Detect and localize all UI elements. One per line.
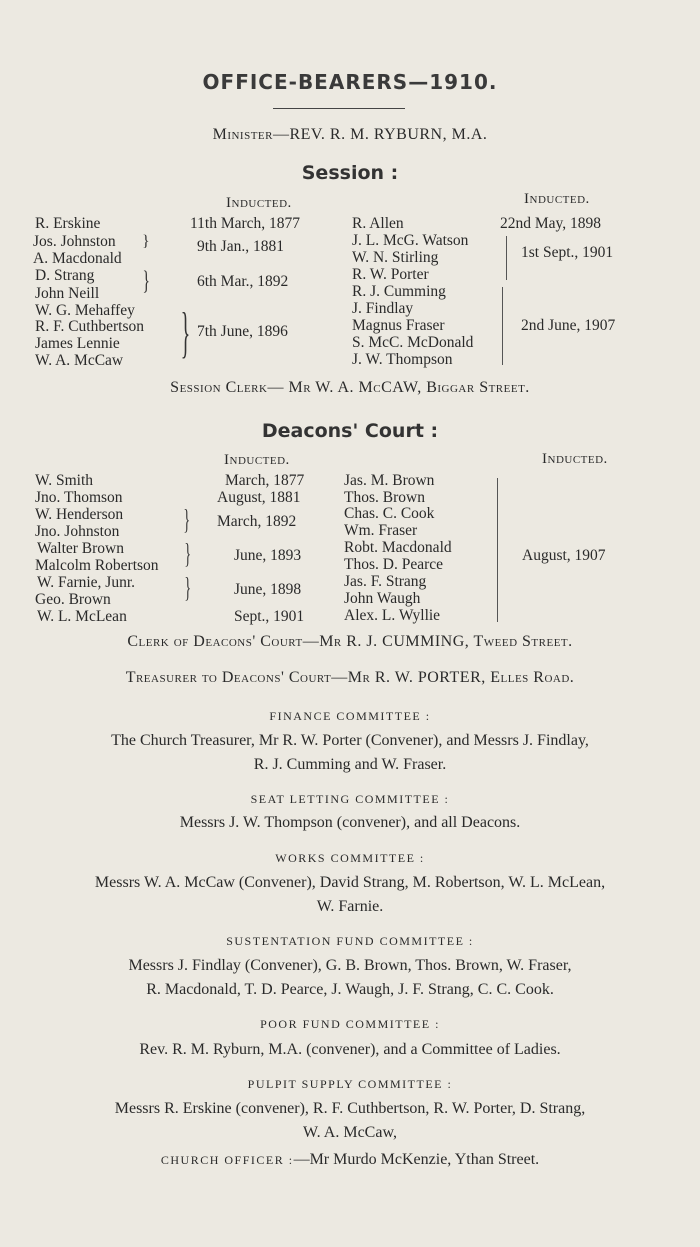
committee-text: W. Farnie. xyxy=(316,898,384,915)
brace-icon: } xyxy=(142,266,150,295)
title-rule xyxy=(273,108,405,109)
deacons-inducted-label-left: Inducted. xyxy=(224,452,290,468)
session-member: R. Erskine xyxy=(35,215,101,232)
committee-heading: WORKS COMMITTEE : xyxy=(275,851,425,865)
brace-line xyxy=(497,478,498,622)
deacon-member: Jno. Thomson xyxy=(35,489,123,506)
session-member: R. Allen xyxy=(352,215,404,232)
brace-icon: } xyxy=(184,539,192,570)
committee-text: The Church Treasurer, Mr R. W. Porter (Convener), and Messrs J. Findlay, xyxy=(111,732,589,749)
church-officer-label: CHURCH OFFICER : xyxy=(160,1153,294,1167)
deacon-date: Sept., 1901 xyxy=(234,608,305,625)
deacon-member: Chas. C. Cook xyxy=(344,505,435,522)
session-member: S. McC. McDonald xyxy=(352,334,474,351)
deacon-member: John Waugh xyxy=(344,590,421,607)
deacons-heading: Deacons' Court : xyxy=(261,420,439,442)
committee-text: R. J. Cumming and W. Fraser. xyxy=(253,756,447,773)
deacon-member: W. Farnie, Junr. xyxy=(37,574,136,591)
brace-line xyxy=(502,287,503,365)
church-officer-value: —Mr Murdo McKenzie, Ythan Street. xyxy=(293,1151,540,1168)
session-inducted-label-left: Inducted. xyxy=(226,195,292,211)
deacons-treasurer: Treasurer to Deacons' Court—Mr R. W. PORTER, Elles Road. xyxy=(125,669,575,686)
brace-icon: } xyxy=(142,233,150,250)
deacon-date: August, 1907 xyxy=(522,547,606,564)
committee-heading: SEAT LETTING COMMITTEE : xyxy=(250,792,450,806)
session-date: 11th March, 1877 xyxy=(190,215,301,232)
committee-text: Messrs R. Erskine (convener), R. F. Cuthbertson, R. W. Porter, D. Strang, xyxy=(114,1100,586,1117)
deacon-member: Geo. Brown xyxy=(35,591,111,608)
session-inducted-label-right: Inducted. xyxy=(524,191,590,207)
deacon-member: W. Henderson xyxy=(35,506,124,523)
session-date: 7th June, 1896 xyxy=(197,323,288,340)
committee-heading: SUSTENTATION FUND COMMITTEE : xyxy=(226,934,474,948)
deacon-member: Jas. F. Strang xyxy=(344,573,427,590)
deacon-date: March, 1877 xyxy=(225,472,305,489)
committee-heading: FINANCE COMMITTEE : xyxy=(269,709,431,723)
brace-icon: } xyxy=(184,573,192,604)
session-member: John Neill xyxy=(35,285,100,302)
session-date: 9th Jan., 1881 xyxy=(197,238,284,255)
committee-heading: POOR FUND COMMITTEE : xyxy=(260,1017,440,1031)
session-member: A. Macdonald xyxy=(33,250,122,267)
session-member: J. L. McG. Watson xyxy=(352,232,469,249)
deacon-member: Thos. Brown xyxy=(344,489,425,506)
deacon-date: March, 1892 xyxy=(217,513,297,530)
session-member: D. Strang xyxy=(35,267,95,284)
session-date: 6th Mar., 1892 xyxy=(197,273,289,290)
session-heading: Session : xyxy=(301,162,399,184)
session-date: 1st Sept., 1901 xyxy=(521,244,614,261)
deacons-clerk: Clerk of Deacons' Court—Mr R. J. CUMMING, Tweed Street. xyxy=(127,633,573,650)
deacon-member: W. L. McLean xyxy=(37,608,127,625)
session-member: R. J. Cumming xyxy=(352,283,446,300)
page-title: OFFICE-BEARERS—1910. xyxy=(202,70,498,94)
session-member: James Lennie xyxy=(35,335,120,352)
session-date: 22nd May, 1898 xyxy=(500,215,602,232)
committee-text: Messrs J. Findlay (Convener), G. B. Brown, Thos. Brown, W. Fraser, xyxy=(128,957,572,974)
deacon-member: Walter Brown xyxy=(37,540,124,557)
committee-text: Rev. R. M. Ryburn, M.A. (convener), and a Committee of Ladies. xyxy=(139,1041,561,1058)
deacon-member: Thos. D. Pearce xyxy=(344,556,443,573)
church-officer xyxy=(0,1151,700,1169)
brace-icon: } xyxy=(180,302,191,364)
session-member: R. W. Porter xyxy=(352,266,429,283)
committee-text: W. A. McCaw, xyxy=(303,1124,397,1141)
deacon-date: August, 1881 xyxy=(217,489,301,506)
deacon-date: June, 1893 xyxy=(234,547,302,564)
session-clerk: Session Clerk— Mr W. A. McCAW, Biggar Street. xyxy=(170,379,530,396)
session-member: Magnus Fraser xyxy=(352,317,445,334)
deacon-member: Malcolm Robertson xyxy=(35,557,159,574)
session-member: J. Findlay xyxy=(352,300,414,317)
session-member: Jos. Johnston xyxy=(33,233,116,250)
deacon-member: Alex. L. Wyllie xyxy=(344,607,441,624)
minister-line: Minister—REV. R. M. RYBURN, M.A. xyxy=(212,126,488,143)
session-member: W. G. Mehaffey xyxy=(35,302,135,319)
committee-text: R. Macdonald, T. D. Pearce, J. Waugh, J. F. Strang, C. C. Cook. xyxy=(146,981,554,998)
committee-text: Messrs W. A. McCaw (Convener), David Strang, M. Robertson, W. L. McLean, xyxy=(94,874,606,891)
brace-line xyxy=(506,236,507,280)
session-member: W. N. Stirling xyxy=(352,249,439,266)
committee-heading: PULPIT SUPPLY COMMITTEE : xyxy=(247,1077,453,1091)
session-member: J. W. Thompson xyxy=(352,351,453,368)
deacon-member: W. Smith xyxy=(35,472,93,489)
deacon-member: Jas. M. Brown xyxy=(344,472,435,489)
deacons-inducted-label-right: Inducted. xyxy=(542,451,608,467)
deacon-member: Jno. Johnston xyxy=(35,523,120,540)
session-member: W. A. McCaw xyxy=(35,352,124,369)
deacon-date: June, 1898 xyxy=(234,581,302,598)
deacon-member: Wm. Fraser xyxy=(344,522,418,539)
session-date: 2nd June, 1907 xyxy=(521,317,616,334)
brace-icon: } xyxy=(183,505,191,536)
deacon-member: Robt. Macdonald xyxy=(344,539,452,556)
committee-text: Messrs J. W. Thompson (convener), and all Deacons. xyxy=(179,814,521,831)
session-member: R. F. Cuthbertson xyxy=(35,318,144,335)
